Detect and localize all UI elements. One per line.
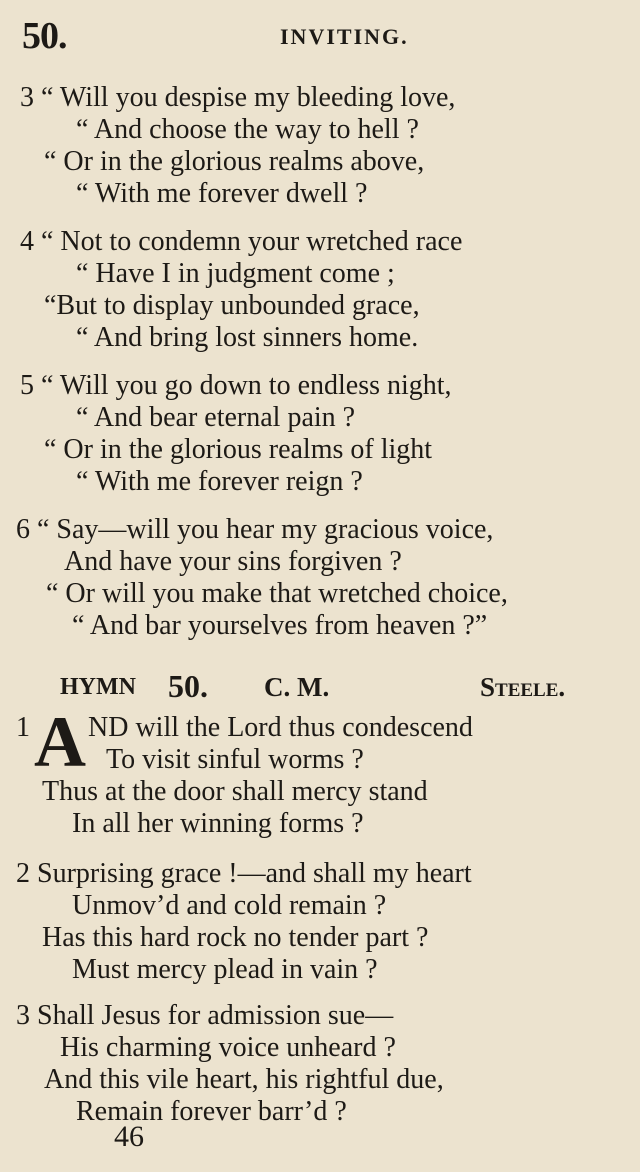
hymn-stanza-1-line-1: ND will the Lord thus condescend (88, 712, 473, 743)
running-head: INVITING. (280, 24, 409, 49)
hymn-stanza-2-line-4: Must mercy plead in vain ? (72, 954, 378, 985)
stanza-4-line-3: “But to display unbounded grace, (44, 290, 420, 321)
stanza-6-line-3: “ Or will you make that wretched choice, (46, 578, 508, 609)
stanza-5-line-3: “ Or in the glorious realms of light (44, 434, 433, 465)
page-number: 50. (22, 15, 67, 57)
stanza-4-line-2: “ Have I in judgment come ; (76, 258, 395, 289)
page-header (22, 14, 618, 57)
stanza-3-line-2: “ And choose the way to hell ? (76, 114, 419, 145)
stanza-3-line-3: “ Or in the glorious realms above, (44, 146, 425, 177)
stanza-4-line-4: “ And bring lost sinners home. (76, 322, 419, 353)
hymn-stanza-3-line-2: His charming voice unheard ? (60, 1032, 396, 1063)
stanza-3-line-1: 3 “ Will you despise my bleeding love, (20, 82, 456, 113)
drop-cap: A (34, 702, 86, 782)
stanza-5-line-4: “ With me forever reign ? (76, 466, 363, 497)
hymn-stanza-1-line-2: To visit sinful worms ? (106, 744, 364, 775)
stanza-5-line-1: 5 “ Will you go down to endless night, (20, 370, 452, 401)
hymn-stanza-3-line-1: 3 Shall Jesus for admission sue— (16, 1000, 394, 1031)
hymn-stanza-1-number: 1 (16, 712, 30, 743)
hymn-stanza-3-line-4: Remain forever barr’d ? (76, 1096, 347, 1127)
hymn-stanza-2-line-2: Unmov’d and cold remain ? (72, 890, 387, 921)
hymn-number: 50. (168, 668, 208, 704)
stanza-3-line-4: “ With me forever dwell ? (76, 178, 368, 209)
hymn-stanza-1-line-3: Thus at the door shall mercy stand (42, 776, 428, 807)
hymn-stanza-1-line-4: In all her winning forms ? (72, 808, 364, 839)
hymn-author: Steele. (480, 672, 566, 702)
stanza-5-line-2: “ And bear eternal pain ? (76, 402, 356, 433)
stanza-6-line-1: 6 “ Say—will you hear my gracious voice, (16, 514, 494, 545)
hymn-meter: C. M. (264, 672, 330, 702)
hymn-stanza-2-line-1: 2 Surprising grace !—and shall my heart (16, 858, 472, 889)
stanza-6-line-4: “ And bar yourselves from heaven ?” (72, 610, 488, 641)
hymn-stanza-3-line-3: And this vile heart, his rightful due, (44, 1064, 444, 1095)
hymn-label: HYMN (60, 674, 136, 700)
stanza-4-line-1: 4 “ Not to condemn your wretched race (20, 226, 463, 257)
hymn-heading (46, 668, 600, 708)
stanza-6-line-2: And have your sins forgiven ? (64, 546, 402, 577)
signature-mark: 46 (114, 1120, 144, 1153)
hymn-stanza-2-line-3: Has this hard rock no tender part ? (42, 922, 429, 953)
